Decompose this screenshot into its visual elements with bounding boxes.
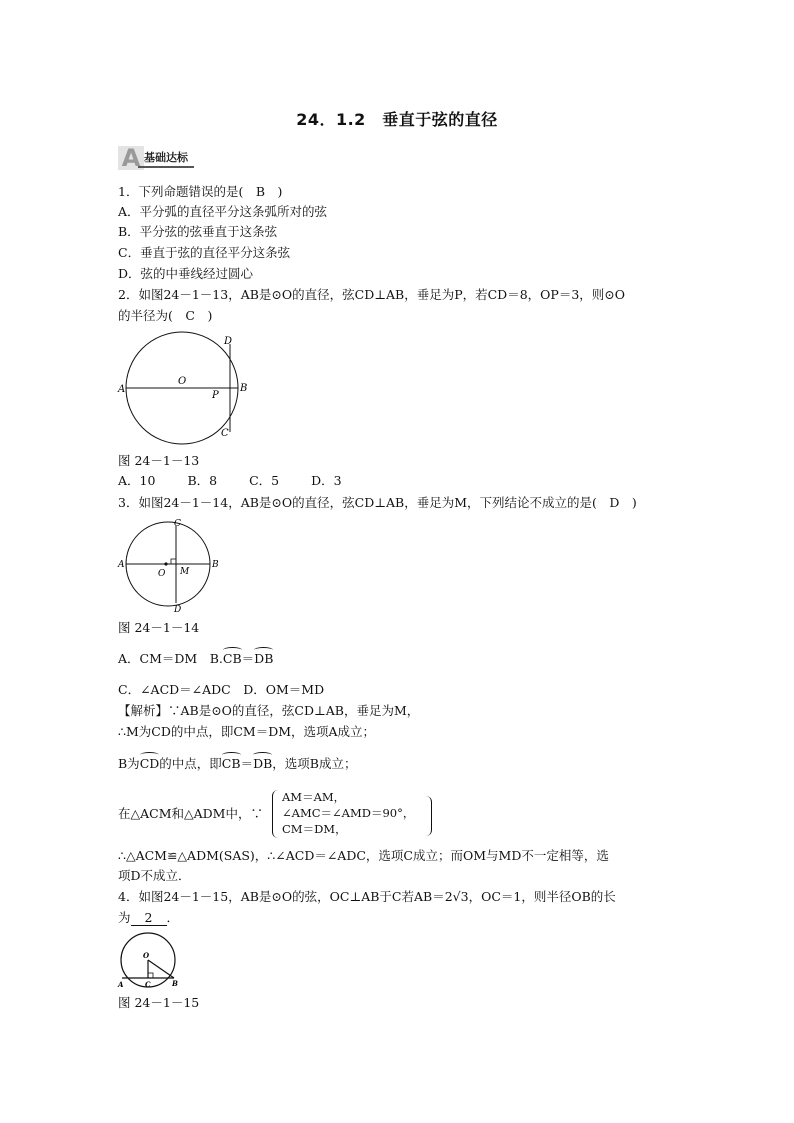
q3-option-a: A．CM＝DM (118, 651, 198, 666)
q4-stem-line2-suffix: ． (166, 910, 180, 925)
q3-analysis-line3-eq: ＝ (240, 756, 254, 771)
q3-option-b-eq: ＝ (241, 651, 255, 666)
q3-stem: 3．如图24－1－14，AB是⊙O的直径，弦CD⊥AB，垂足为M，下列结论不成立的是( D ) (118, 495, 637, 510)
q3-label-d: D (174, 605, 182, 615)
q3-option-b-arc-cb: CB (222, 651, 242, 666)
q3-analysis-line3-prefix: B为 (118, 756, 140, 771)
q3-system-left-brace (272, 790, 281, 838)
q4-stem-line2-prefix: 为 (118, 910, 131, 925)
section-badge (118, 146, 213, 170)
q3-system-eq2: ∠AMC＝∠AMD＝90°， (282, 806, 415, 820)
q2-options (118, 472, 374, 490)
q3-figure (118, 518, 219, 615)
q2-figure-caption: 图 24－1－13 (118, 453, 200, 468)
q2-stem-line2: 的半径为( C ) (118, 308, 213, 323)
q2-label-a: A (118, 384, 126, 395)
q3-analysis-arc-db: DB (253, 756, 273, 771)
q2-figure (118, 330, 258, 450)
q3-options-line2: C．∠ACD＝∠ADC D．OM＝MD (118, 682, 325, 697)
q2-option-b: B．8 (187, 473, 218, 488)
q3-analysis-line3-suffix: ，选项B成立； (272, 756, 357, 771)
q3-option-b-prefix: B. (209, 651, 223, 666)
q3-analysis-line5: ∴△ACM≌△ADM(SAS)，∴∠ACD＝∠ADC，选项C成立；而OM与MD不一定相等，选 (118, 848, 609, 863)
q2-option-a: A．10 (118, 473, 156, 488)
q3-system-eq1: AM＝AM， (282, 790, 346, 804)
q1-option-b: B．平分弦的弦垂直于这条弦 (118, 224, 278, 239)
section-badge-letter: A (118, 146, 144, 170)
q3-analysis-line3 (118, 755, 356, 773)
q3-analysis-line2: ∴M为CD的中点，即CM＝DM，选项A成立； (118, 724, 376, 739)
q2-label-p: P (212, 390, 219, 401)
q3-analysis-line1: 【解析】∵AB是⊙O的直径，弦CD⊥AB，垂足为M， (118, 703, 420, 718)
q3-analysis-arc-cb: CB (221, 756, 241, 771)
q2-label-o: O (178, 376, 187, 387)
q1-option-d: D．弦的中垂线经过圆心 (118, 266, 254, 281)
q4-label-a: A (118, 980, 124, 989)
q2-option-c: C．5 (249, 473, 280, 488)
q3-analysis-line4: 在△ACM和△ADM中，∵ (118, 806, 263, 821)
q4-label-o: O (143, 951, 150, 960)
q3-figure-caption: 图 24－1－14 (118, 620, 200, 635)
q2-option-d: D．3 (311, 473, 342, 488)
q4-answer-blank: 2 (131, 910, 167, 926)
q3-label-c: C (174, 519, 181, 529)
section-badge-text: 基础达标 (138, 150, 194, 168)
q2-label-b: B (240, 383, 248, 394)
q3-label-b: B (212, 560, 219, 570)
q4-figure (118, 932, 182, 990)
q2-label-d: D (224, 336, 233, 347)
q3-system-right-paren (425, 796, 432, 836)
q4-segment-ob (148, 960, 174, 978)
q3-options-line1 (118, 650, 273, 668)
q3-label-a: A (118, 560, 125, 570)
q4-stem-line2 (118, 909, 179, 927)
q2-label-c: C (221, 428, 229, 439)
q3-analysis-arc-cd: CD (139, 756, 160, 771)
q1-option-c: C．垂直于弦的直径平分这条弦 (118, 245, 291, 260)
page-title: 24．1.2 垂直于弦的直径 (296, 110, 498, 129)
q3-analysis-line6: 项D不成立． (118, 868, 191, 883)
q1-stem: 1．下列命题错误的是( B ) (118, 184, 283, 199)
q3-option-b-arc-db: DB (254, 651, 274, 666)
q3-center-dot (164, 562, 167, 565)
q4-right-angle-mark (148, 973, 153, 978)
q3-label-o: O (158, 569, 166, 579)
q3-analysis-line3-mid: 的中点，即 (159, 756, 222, 771)
q2-stem-line1: 2．如图24－1－13，AB是⊙O的直径，弦CD⊥AB，垂足为P，若CD＝8，OP＝3，则⊙O (118, 287, 625, 302)
q3-system-eq3: CM＝DM， (282, 822, 347, 836)
q3-label-m: M (180, 567, 190, 577)
q4-label-c: C (145, 980, 151, 989)
q1-option-a: A．平分弧的直径平分这条弧所对的弦 (118, 204, 328, 219)
q4-figure-caption: 图 24－1－15 (118, 995, 200, 1010)
q3-right-angle-mark (171, 559, 176, 564)
q4-label-b: B (172, 979, 178, 988)
q4-stem-line1: 4．如图24－1－15，AB是⊙O的弦，OC⊥AB于C若AB＝2√3，OC＝1，则半径OB的长 (118, 889, 616, 904)
